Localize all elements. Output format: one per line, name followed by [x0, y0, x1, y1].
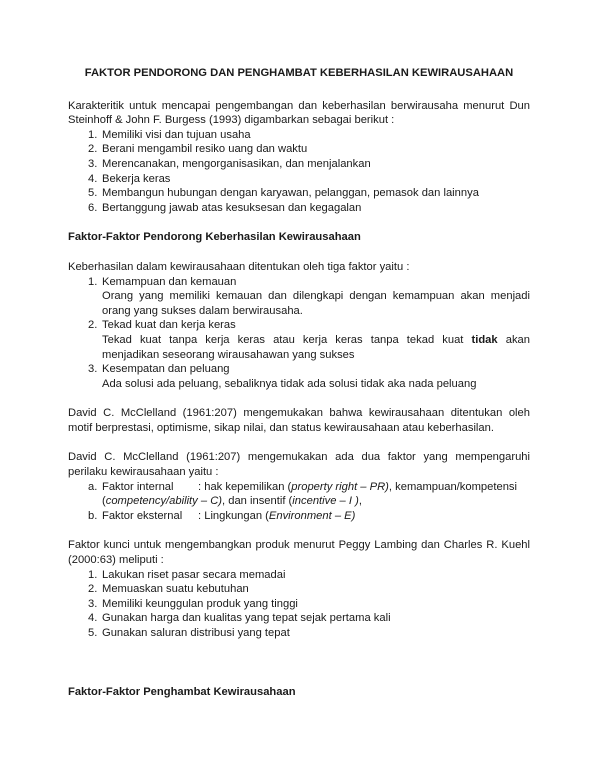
list-item: 2. Memuaskan suatu kebutuhan [88, 583, 249, 596]
section-heading-pendorong: Faktor-Faktor Pendorong Keberhasilan Kewirausahaan [68, 231, 361, 244]
factors-lead: Keberhasilan dalam kewirausahaan ditentukan oleh tiga faktor yaitu : [68, 260, 410, 273]
document-title: FAKTOR PENDORONG DAN PENGHAMBAT KEBERHASILAN KEWIRAUSAHAAN [84, 67, 514, 79]
document-body [68, 66, 530, 699]
mcclelland-paragraph-2: David C. McClelland (1961:207) mengemukakan ada dua faktor yang mempengaruhi perilaku kewirausahaan yaitu : [68, 451, 530, 479]
list-item: 4. Bekerja keras [88, 172, 171, 185]
intro-paragraph: Karakteritik untuk mencapai pengembangan dan keberhasilan berwirausaha menurut Dun Steinhoff & John F. Burgess (1993) digambarkan sebagai berikut : [68, 99, 530, 127]
success-factors-list [68, 275, 530, 392]
list-item-description: Ada solusi ada peluang, sebaliknya tidak ada solusi tidak aka nada peluang [102, 377, 477, 390]
section-heading-penghambat: Faktor-Faktor Penghambat Kewirausahaan [68, 685, 296, 698]
list-item: a. Faktor internal : hak kepemilikan (property right – PR), kemampuan/kompetensi (competency/ability – C), dan insentif (incentive – I ), [88, 480, 518, 508]
list-item: 1. Memiliki visi dan tujuan usaha [88, 128, 251, 141]
mcclelland-paragraph-1: David C. McClelland (1961:207) mengemukakan bahwa kewirausahaan ditentukan oleh motif berprestasi, optimisme, sikap nilai, dan status kewirausahaan atau keberhasilan. [68, 407, 530, 434]
list-item: 4. Gunakan harga dan kualitas yang tepat sejak pertama kali [88, 612, 391, 625]
lambing-paragraph: Faktor kunci untuk mengembangkan produk menurut Peggy Lambing dan Charles R. Kuehl (2000:63) meliputi : [68, 539, 530, 567]
list-item: b. Faktor eksternal : Lingkungan (Environment – E) [88, 509, 356, 522]
list-item: 3. Kesempatan dan peluang [88, 363, 230, 376]
list-item: 2. Berani mengambil resiko uang dan waktu [88, 143, 308, 156]
list-item: 1. Kemampuan dan kemauan [88, 275, 237, 288]
list-item: 3. Memiliki keunggulan produk yang tinggi [88, 597, 298, 610]
list-item: 5. Gunakan saluran distribusi yang tepat [88, 627, 290, 639]
list-item-description: Orang yang memiliki kemauan dan dilengkapi dengan kemampuan akan menjadi orang yang sukses dalam berwirausaha. [102, 290, 530, 317]
characteristics-list [68, 128, 530, 216]
list-item: 5. Membangun hubungan dengan karyawan, pelanggan, pemasok dan lainnya [88, 187, 479, 200]
list-item: 3. Merencanakan, mengorganisasikan, dan menjalankan [88, 157, 371, 170]
product-factors-list [68, 568, 530, 641]
list-item: 2. Tekad kuat dan kerja keras [88, 319, 236, 332]
list-item: 6. Bertanggung jawab atas kesuksesan dan kegagalan [88, 201, 362, 214]
behavior-factors-list [68, 480, 530, 524]
list-item: 1. Lakukan riset pasar secara memadai [88, 568, 286, 581]
list-item-description: Tekad kuat tanpa kerja keras atau kerja keras tanpa tekad kuat tidak akan menjadikan seseorang wirausahawan yang sukses [102, 333, 530, 361]
